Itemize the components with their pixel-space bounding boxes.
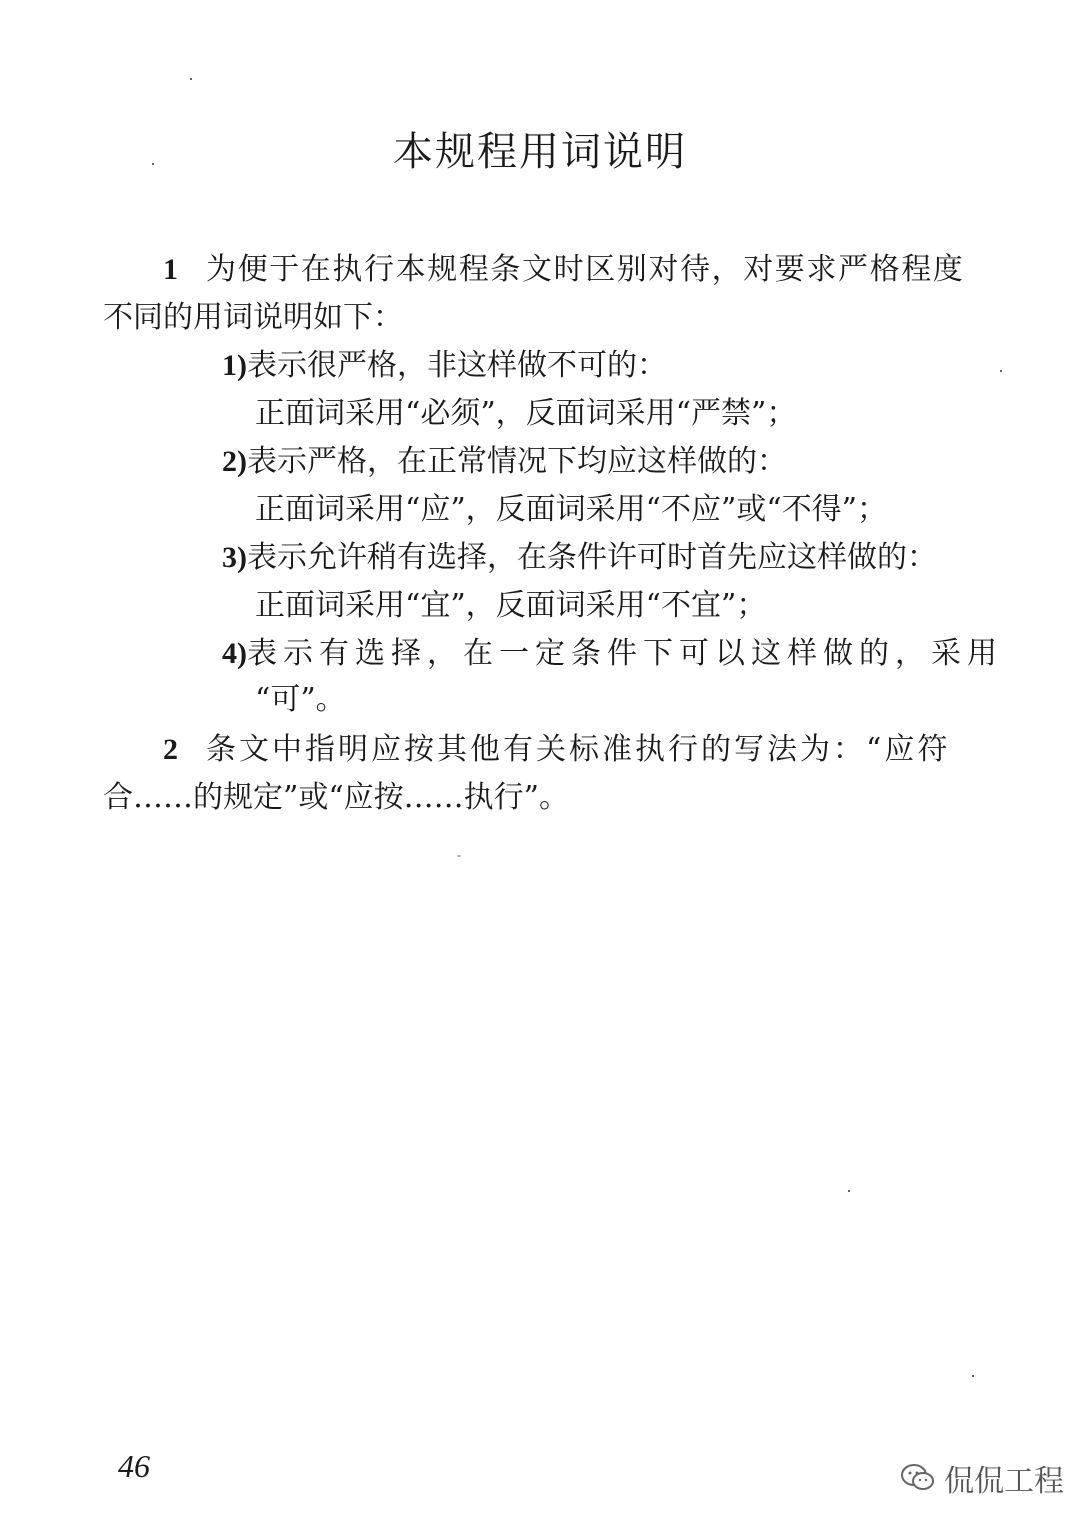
item-4-description: 表示有选择，在一定条件下可以这样做的，采用 — [247, 636, 1003, 671]
clause-2-line-2: 合……的规定”或“应按……执行”。 — [103, 780, 570, 815]
clause-1-text-1: 为便于在执行本规程条文时区别对待，对要求严格程度 — [206, 252, 965, 287]
clause-2-line-1 — [163, 730, 983, 770]
usage-item-3 — [222, 538, 937, 578]
clause-2-number: 2 — [163, 733, 178, 766]
scan-speck — [457, 855, 461, 857]
clause-2-text-1: 条文中指明应按其他有关标准执行的写法为：“应符 — [206, 732, 951, 767]
item-1-description: 表示很严格，非这样做不可的： — [247, 348, 667, 383]
item-1-usage: 正面词采用“必须”，反面词采用“严禁”； — [255, 396, 797, 431]
usage-item-2 — [222, 442, 787, 482]
item-3-label: 3) — [222, 541, 247, 574]
item-4-usage: “可”。 — [255, 682, 346, 717]
item-2-description: 表示严格，在正常情况下均应这样做的： — [247, 444, 787, 479]
item-3-usage: 正面词采用“宜”，反面词采用“不宜”； — [255, 588, 767, 623]
scan-speck — [190, 78, 192, 80]
wechat-icon — [900, 1463, 936, 1493]
clause-1-line-1 — [163, 250, 983, 290]
item-2-usage: 正面词采用“应”，反面词采用“不应”或“不得”； — [255, 492, 888, 527]
clause-1-number: 1 — [163, 253, 178, 286]
scan-speck — [848, 1190, 850, 1192]
watermark-text: 侃侃工程 — [944, 1464, 1064, 1499]
page-number: 46 — [118, 1448, 150, 1484]
item-2-label: 2) — [222, 445, 247, 478]
scan-speck — [152, 163, 154, 165]
page-title: 本规程用词说明 — [393, 129, 687, 175]
item-4-label: 4) — [222, 637, 247, 670]
scan-speck — [972, 1375, 974, 1377]
usage-item-1 — [222, 346, 667, 386]
clause-1-line-2: 不同的用词说明如下： — [103, 300, 403, 335]
item-3-description: 表示允许稍有选择，在条件许可时首先应这样做的： — [247, 540, 937, 575]
usage-item-4 — [222, 634, 1003, 674]
watermark — [900, 1456, 1064, 1500]
scan-speck — [1000, 370, 1002, 372]
item-1-label: 1) — [222, 349, 247, 382]
